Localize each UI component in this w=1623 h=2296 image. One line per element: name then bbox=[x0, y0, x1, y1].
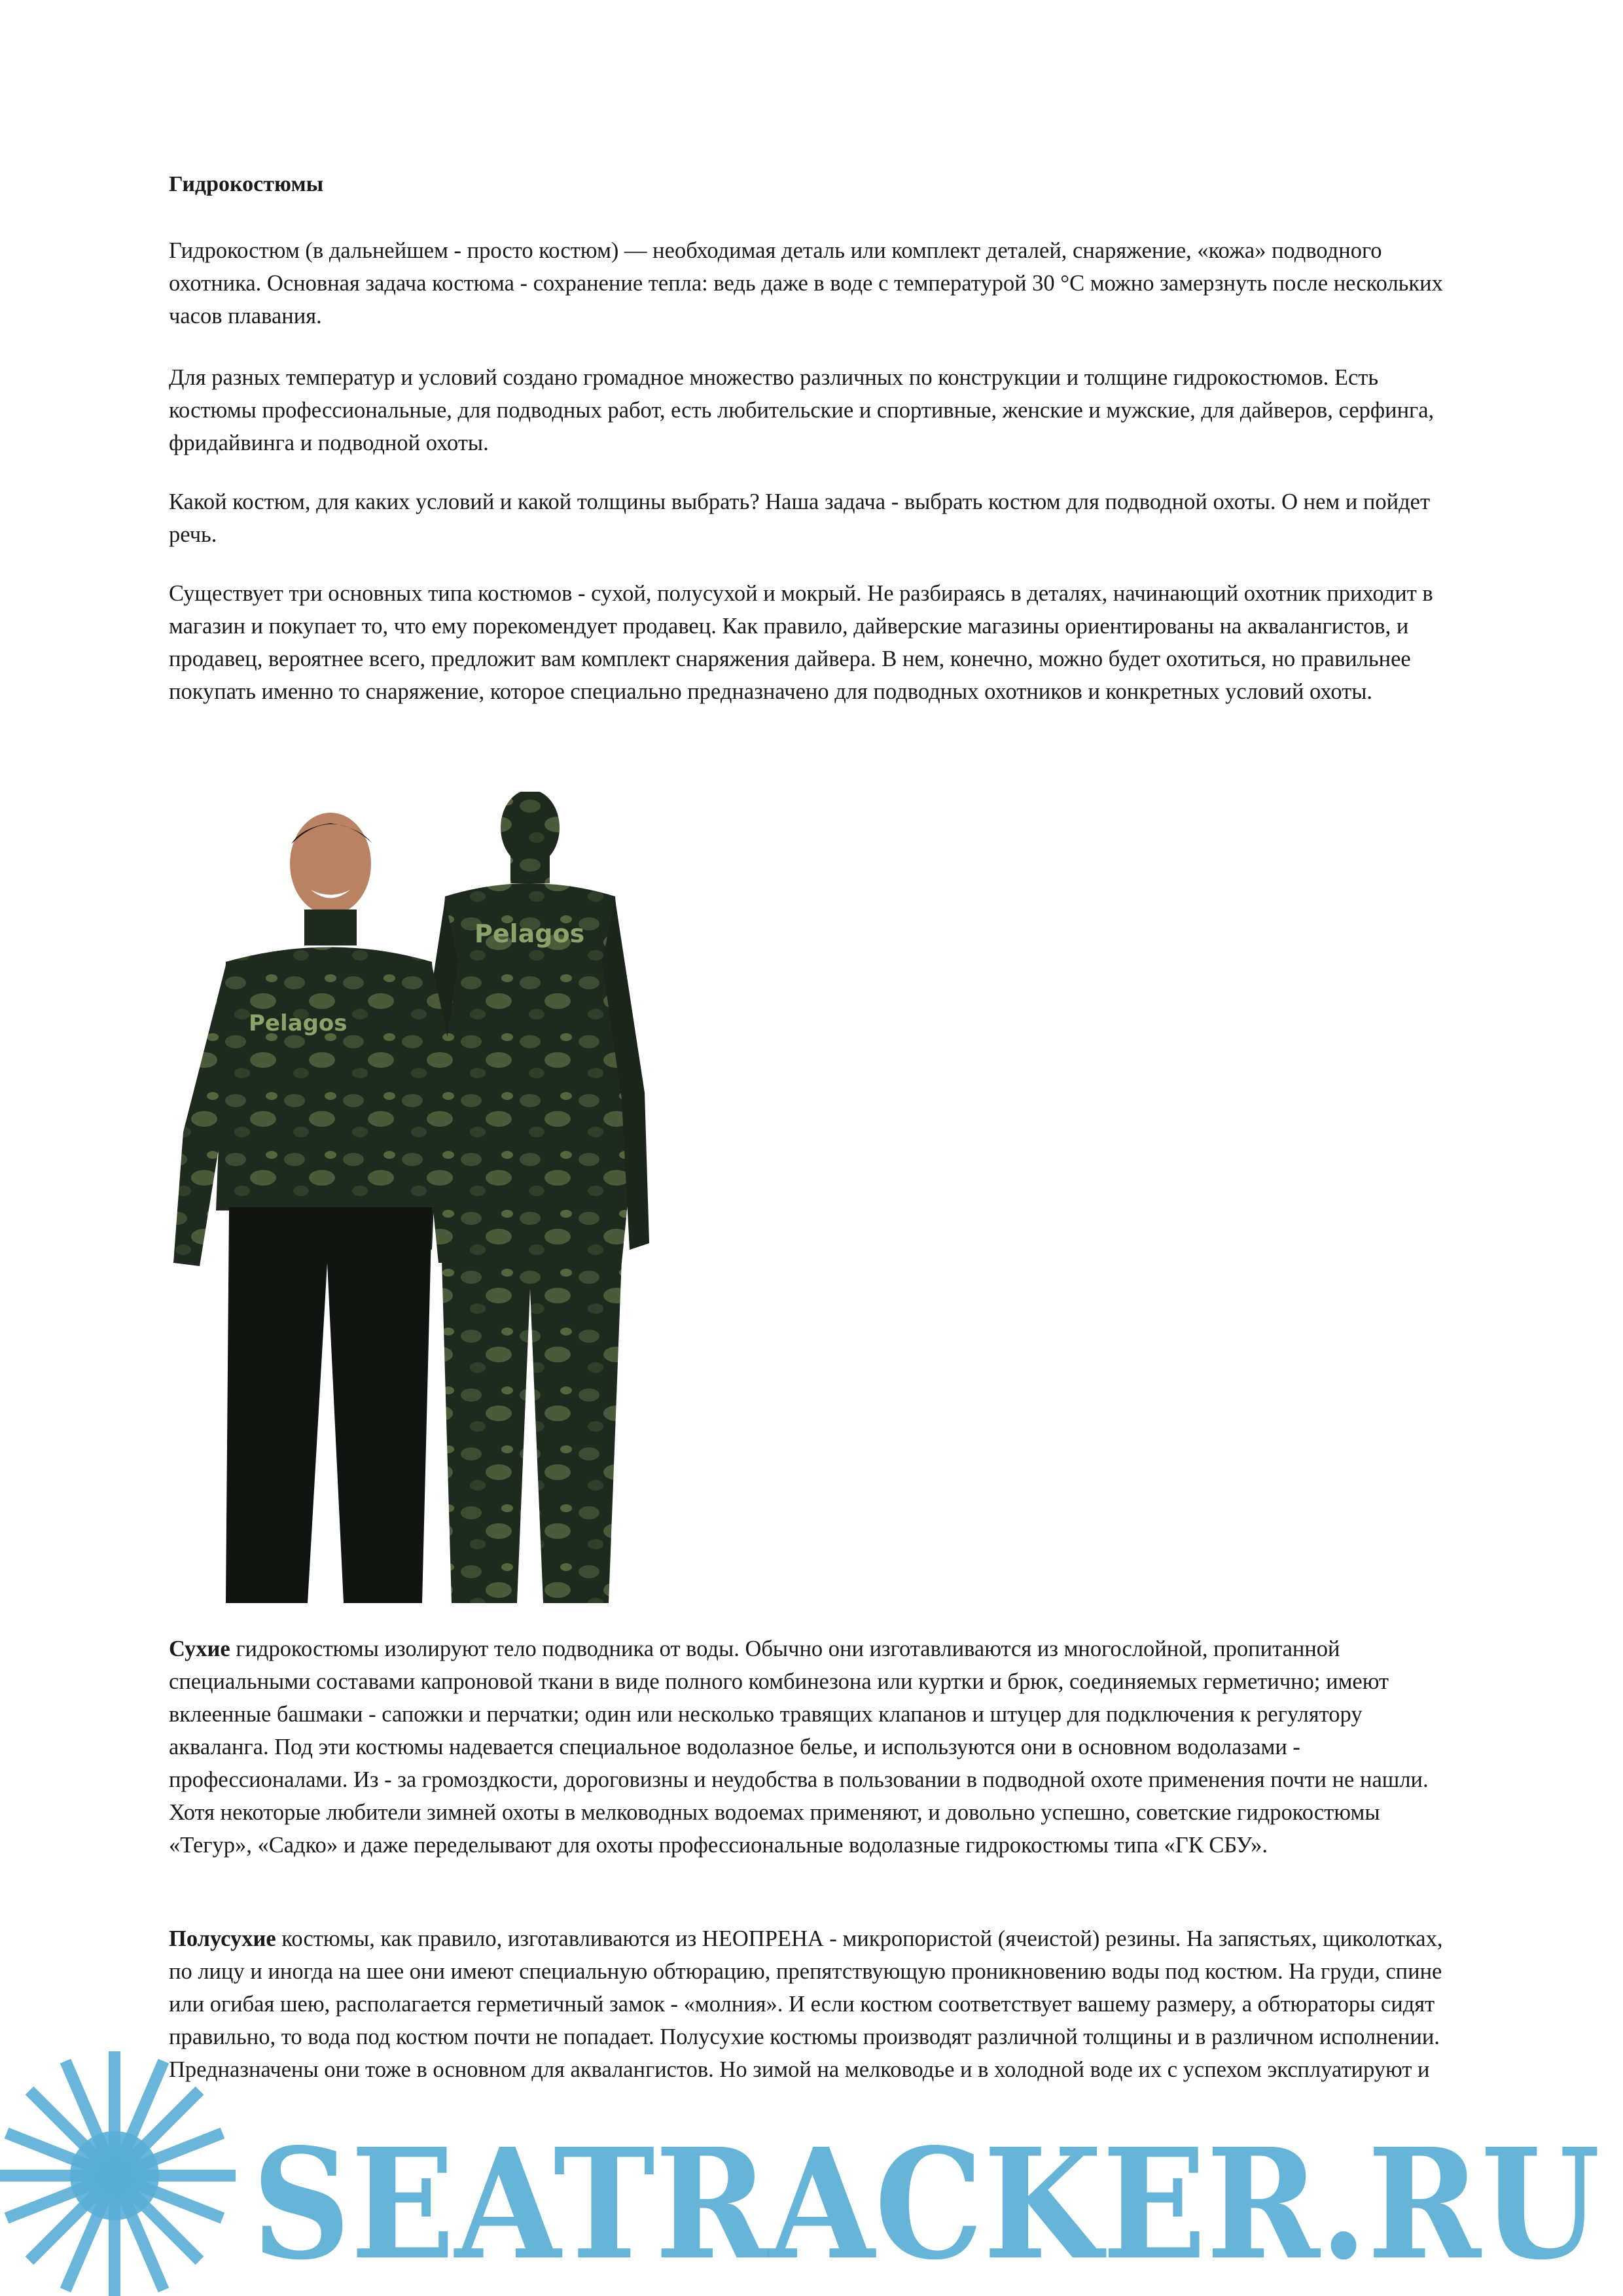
watermark-text: SEATRACKER.RU bbox=[252, 2115, 1600, 2293]
dry-suits-lead: Сухие bbox=[169, 1636, 230, 1661]
semidry-suits-lead: Полусухие bbox=[169, 1926, 276, 1951]
types-paragraph: Для разных температур и условий создано громадное множество различных по конструкции и толщине гидрокостюмов. Есть костюмы профессиональные, для подводных работ, есть любительские и спортивные, женские и мужские, для дайверов, серфинга, фридайвинга и подводной охоты. bbox=[169, 365, 1435, 455]
dry-suits-text: гидрокостюмы изолируют тело подводника от воды. Обычно они изготавливаются из многослойной, пропитанной специальными составами капроновой ткани в виде полного комбинезона или куртки и брюк, соединяемых герметично; имеют вклеенные башмаки - сапожки и перчатки; один или несколько травящих клапанов и штуцер для подключения к регулятору акваланга. Под эти костюмы надевается специальное водолазное белье, и используются они в основном водолазами - профессионалами. Из - за громоздкости, дороговизны и неудобства в пользовании в подводной охоте применения почти не нашли. Хотя некоторые любители зимней охоты в мелководных водоемах применяют, и довольно успешно, советские гидрокостюмы «Тегур», «Садко» и даже переделывают для охоты профессиональные водолазные гидрокостюмы типа «ГК СБУ». bbox=[169, 1636, 1429, 1858]
smiling-model-figure bbox=[173, 813, 471, 1603]
suit-logo-left: Pelagos bbox=[249, 1010, 348, 1036]
sun-logo-icon bbox=[0, 2051, 236, 2296]
intro-paragraph: Гидрокостюм (в дальнейшем - просто костюм) — необходимая деталь или комплект деталей, снаряжение, «кожа» подводного охотника. Основная задача костюма - сохранение тепла: ведь даже в воде с температурой 30 °С можно замерзнуть после нескольких часов плавания. bbox=[169, 238, 1443, 328]
document-title: Гидрокостюмы bbox=[169, 172, 324, 196]
semidry-suits-text: костюмы, как правило, изготавливаются из НЕОПРЕНА - микропористой (ячеистой) резины. На запястьях, щиколотках, по лицу и иногда на шее они имеют специальную обтюрацию, препятствующую проникновению воды под костюм. На груди, спине или огибая шею, располагается герметичный замок - «молния». И если костюм соответствует вашему размеру, а обтюраторы сидят правильно, то вода под костюм почти не попадает. Полусухие костюмы производят различной толщины и в различном исполнении. Предназначены они тоже в основном для аквалангистов. Но зимой на мелководье и в холодной воде их с успехом эксплуатируют и bbox=[169, 1926, 1443, 2082]
wetsuit-models-photo bbox=[164, 792, 690, 1610]
choice-paragraph: Какой костюм, для каких условий и какой толщины выбрать? Наша задача - выбрать костюм для подводной охоты. О нем и пойдет речь. bbox=[169, 489, 1431, 547]
suit-logo-right: Pelagos bbox=[474, 919, 585, 948]
three-types-paragraph: Существует три основных типа костюмов - сухой, полусухой и мокрый. Не разбираясь в деталях, начинающий охотник приходит в магазин и покупает то, что ему порекомендует продавец. Как правило, дайверские магазины ориентированы на аквалангистов, и продавец, вероятнее всего, предложит вам комплект снаряжения дайвера. В нем, конечно, можно будет охотиться, но правильнее покупать именно то снаряжение, которое специально предназначено для подводных охотников и конкретных условий охоты. bbox=[169, 581, 1433, 704]
dry-suits-paragraph bbox=[169, 1633, 1457, 1862]
seatracker-watermark bbox=[0, 2028, 1623, 2296]
